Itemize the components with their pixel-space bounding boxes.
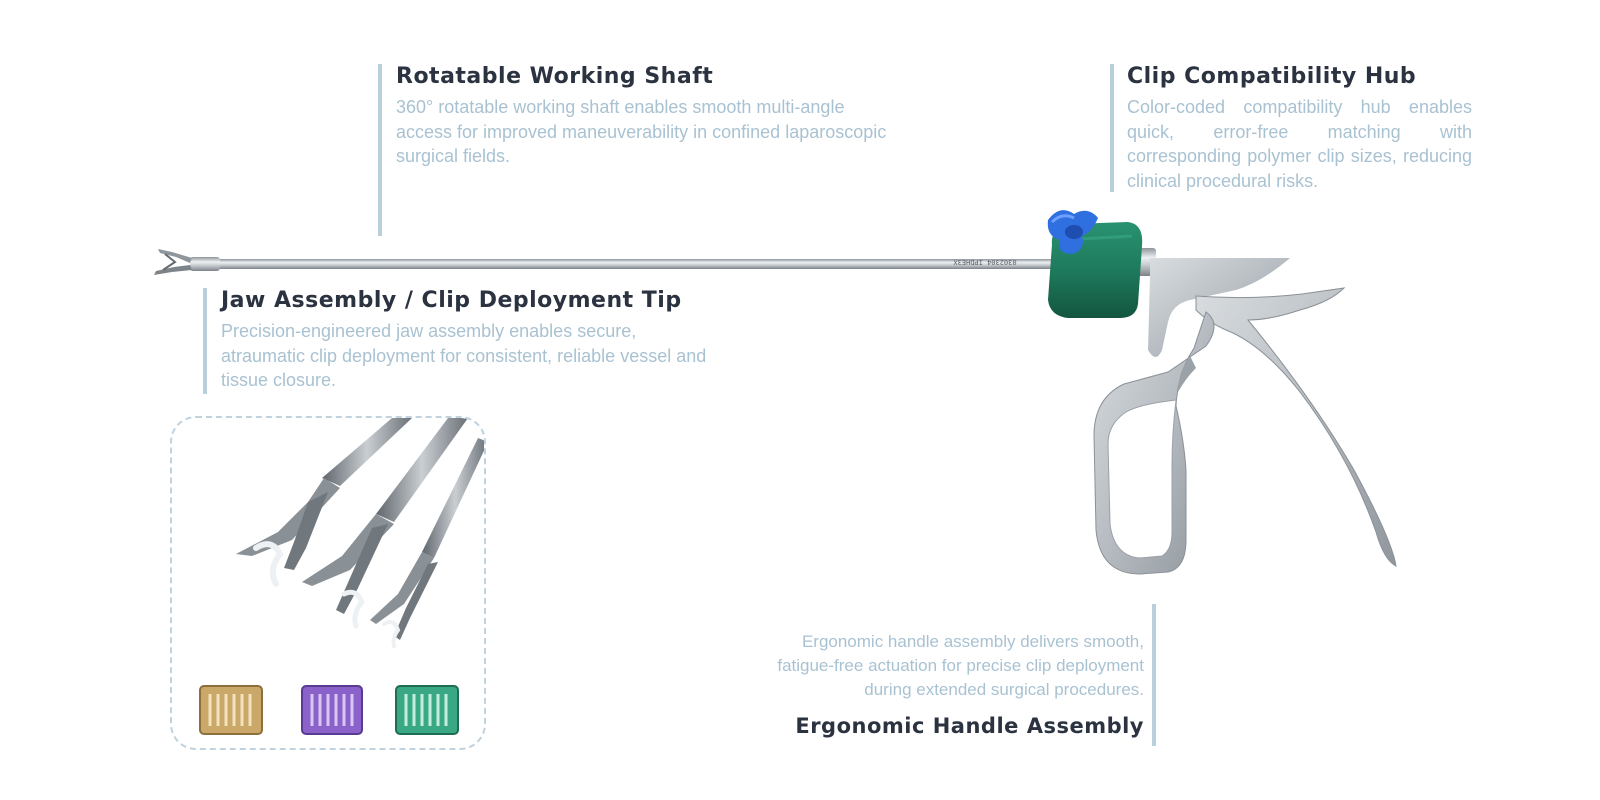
callout-description: 360° rotatable working shaft enables smooth multi-angle access for improved maneuverability in confined laparoscopic surgical fields. — [396, 97, 887, 166]
callout-title: Jaw Assembly / Clip Deployment Tip — [221, 288, 682, 313]
jaw-closeup-illustration — [172, 418, 486, 750]
jaw-tip — [154, 249, 192, 275]
clip-cartridge-green — [396, 686, 458, 734]
callout-title: Rotatable Working Shaft — [396, 64, 714, 89]
callout-title: Clip Compatibility Hub — [1127, 64, 1417, 89]
callout-description: Precision-engineered jaw assembly enables secure, atraumatic clip deployment for consistent, reliable vessel and tissue closure. — [221, 321, 707, 390]
jaw-detail-panel — [170, 416, 486, 750]
jaw-closeup-large — [236, 418, 412, 584]
clip-cartridge-gold — [200, 686, 262, 734]
shaft-engraving: 0302304 IPDHE3X — [953, 258, 1017, 266]
callout-title: Ergonomic Handle Assembly — [795, 714, 1144, 738]
handle-assembly — [1094, 258, 1396, 574]
clip-cartridge-purple — [302, 686, 362, 734]
working-shaft — [190, 257, 1055, 271]
callout-description: Ergonomic handle assembly delivers smooth, fatigue-free actuation for precise clip deployment during extended surgical procedures. — [777, 632, 1144, 699]
callout-description: Color-coded compatibility hub enables quick, error-free matching with corresponding polymer clip sizes, reducing clinical procedural risks. — [1127, 97, 1472, 191]
